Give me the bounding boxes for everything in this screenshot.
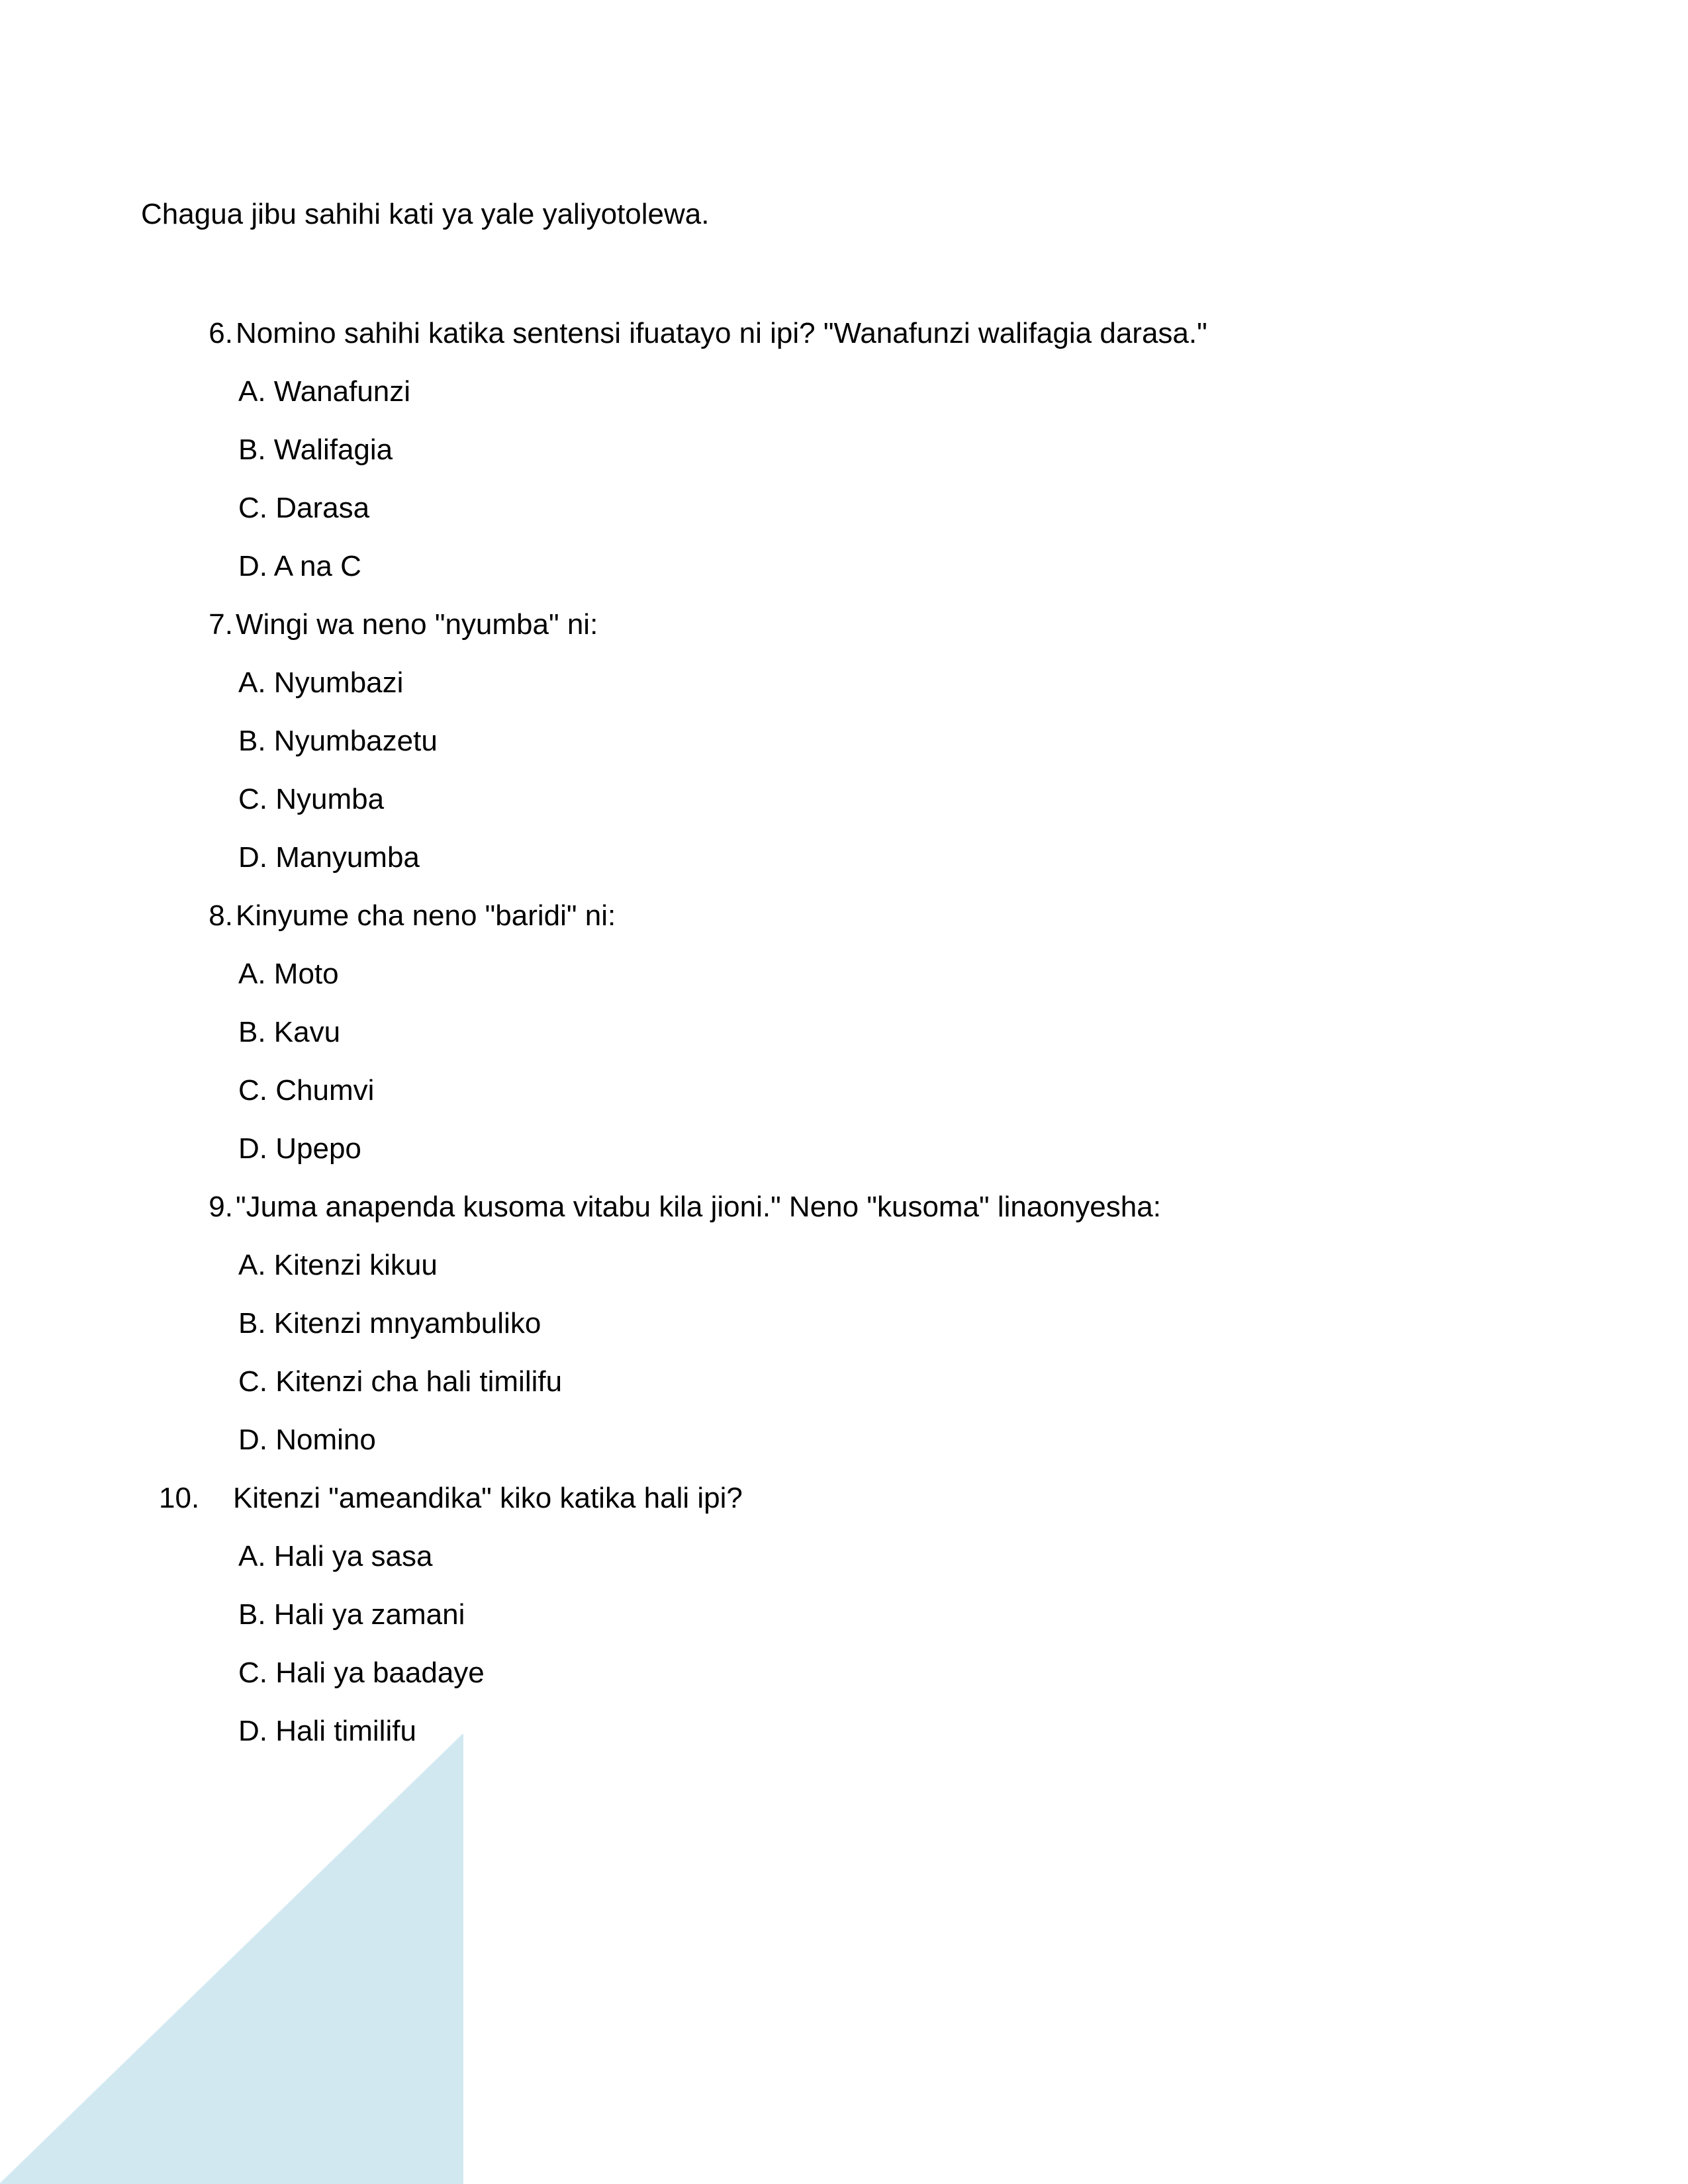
answer-option[interactable]	[0, 1120, 1688, 1178]
answer-option[interactable]	[0, 1295, 1688, 1353]
answer-option[interactable]	[0, 1702, 1688, 1760]
question-number: 9.	[209, 1191, 233, 1223]
page-number: 3	[91, 1980, 140, 2077]
answer-option-label: C. Chumvi	[238, 1074, 375, 1107]
question-text: Wingi wa neno "nyumba" ni:	[236, 608, 598, 641]
answer-option-label: B. Walifagia	[238, 433, 393, 466]
question-line	[0, 304, 1688, 363]
answer-option-label: B. Kitenzi mnyambuliko	[238, 1307, 541, 1340]
question-text: Kinyume cha neno "baridi" ni:	[236, 899, 616, 932]
question-text: "Juma anapenda kusoma vitabu kila jioni." Neno "kusoma" linaonyesha:	[236, 1191, 1161, 1223]
answer-option[interactable]	[0, 421, 1688, 479]
answer-option-label: B. Nyumbazetu	[238, 725, 438, 757]
answer-option-label: C. Kitenzi cha hali timilifu	[238, 1365, 563, 1398]
question-block	[0, 887, 1688, 1178]
question-number: 8.	[209, 899, 233, 932]
answer-option-label: C. Nyumba	[238, 783, 385, 815]
answer-option-label: D. Upepo	[238, 1132, 361, 1165]
answer-option[interactable]	[0, 479, 1688, 537]
answer-option-label: B. Kavu	[238, 1016, 341, 1048]
question-line	[0, 596, 1688, 654]
answer-option-label: A. Hali ya sasa	[238, 1540, 433, 1572]
answer-option[interactable]	[0, 654, 1688, 712]
answer-option-label: D. Nomino	[238, 1424, 376, 1456]
answer-option-label: A. Nyumbazi	[238, 666, 404, 699]
question-block	[0, 1469, 1688, 1760]
instruction-text: Chagua jibu sahihi kati ya yale yaliyotolewa.	[141, 198, 710, 230]
answer-option[interactable]	[0, 829, 1688, 887]
answer-option-label: C. Hali ya baadaye	[238, 1657, 485, 1689]
answer-option[interactable]	[0, 1003, 1688, 1062]
answer-option[interactable]	[0, 363, 1688, 421]
answer-option-label: C. Darasa	[238, 492, 370, 524]
answer-option[interactable]	[0, 1586, 1688, 1644]
answer-option-label: A. Moto	[238, 958, 339, 990]
decorative-corner-triangle	[0, 1734, 463, 2184]
question-line	[0, 887, 1688, 945]
question-text: Nomino sahihi katika sentensi ifuatayo ni ipi? "Wanafunzi walifagia darasa."	[236, 317, 1207, 349]
question-block	[0, 304, 1688, 596]
answer-option[interactable]	[0, 712, 1688, 770]
answer-option-label: D. A na C	[238, 550, 361, 582]
question-number: 10.	[159, 1482, 200, 1514]
answer-option-label: D. Hali timilifu	[238, 1715, 416, 1747]
question-text: Kitenzi "ameandika" kiko katika hali ipi?	[233, 1482, 743, 1514]
question-number: 7.	[209, 608, 233, 641]
question-block	[0, 1178, 1688, 1469]
question-block	[0, 596, 1688, 887]
answer-option-label: A. Wanafunzi	[238, 375, 411, 408]
answer-option[interactable]	[0, 1062, 1688, 1120]
answer-option[interactable]	[0, 945, 1688, 1003]
question-line	[0, 1178, 1688, 1236]
answer-option[interactable]	[0, 1644, 1688, 1702]
answer-option-label: B. Hali ya zamani	[238, 1598, 465, 1631]
answer-option[interactable]	[0, 1411, 1688, 1469]
answer-option[interactable]	[0, 1236, 1688, 1295]
answer-option[interactable]	[0, 537, 1688, 596]
question-list	[0, 304, 1688, 1760]
answer-option[interactable]	[0, 1353, 1688, 1411]
answer-option-label: D. Manyumba	[238, 841, 420, 874]
question-number: 6.	[209, 317, 233, 349]
answer-option[interactable]	[0, 1527, 1688, 1586]
answer-option-label: A. Kitenzi kikuu	[238, 1249, 438, 1281]
question-line	[0, 1469, 1688, 1527]
answer-option[interactable]	[0, 770, 1688, 829]
